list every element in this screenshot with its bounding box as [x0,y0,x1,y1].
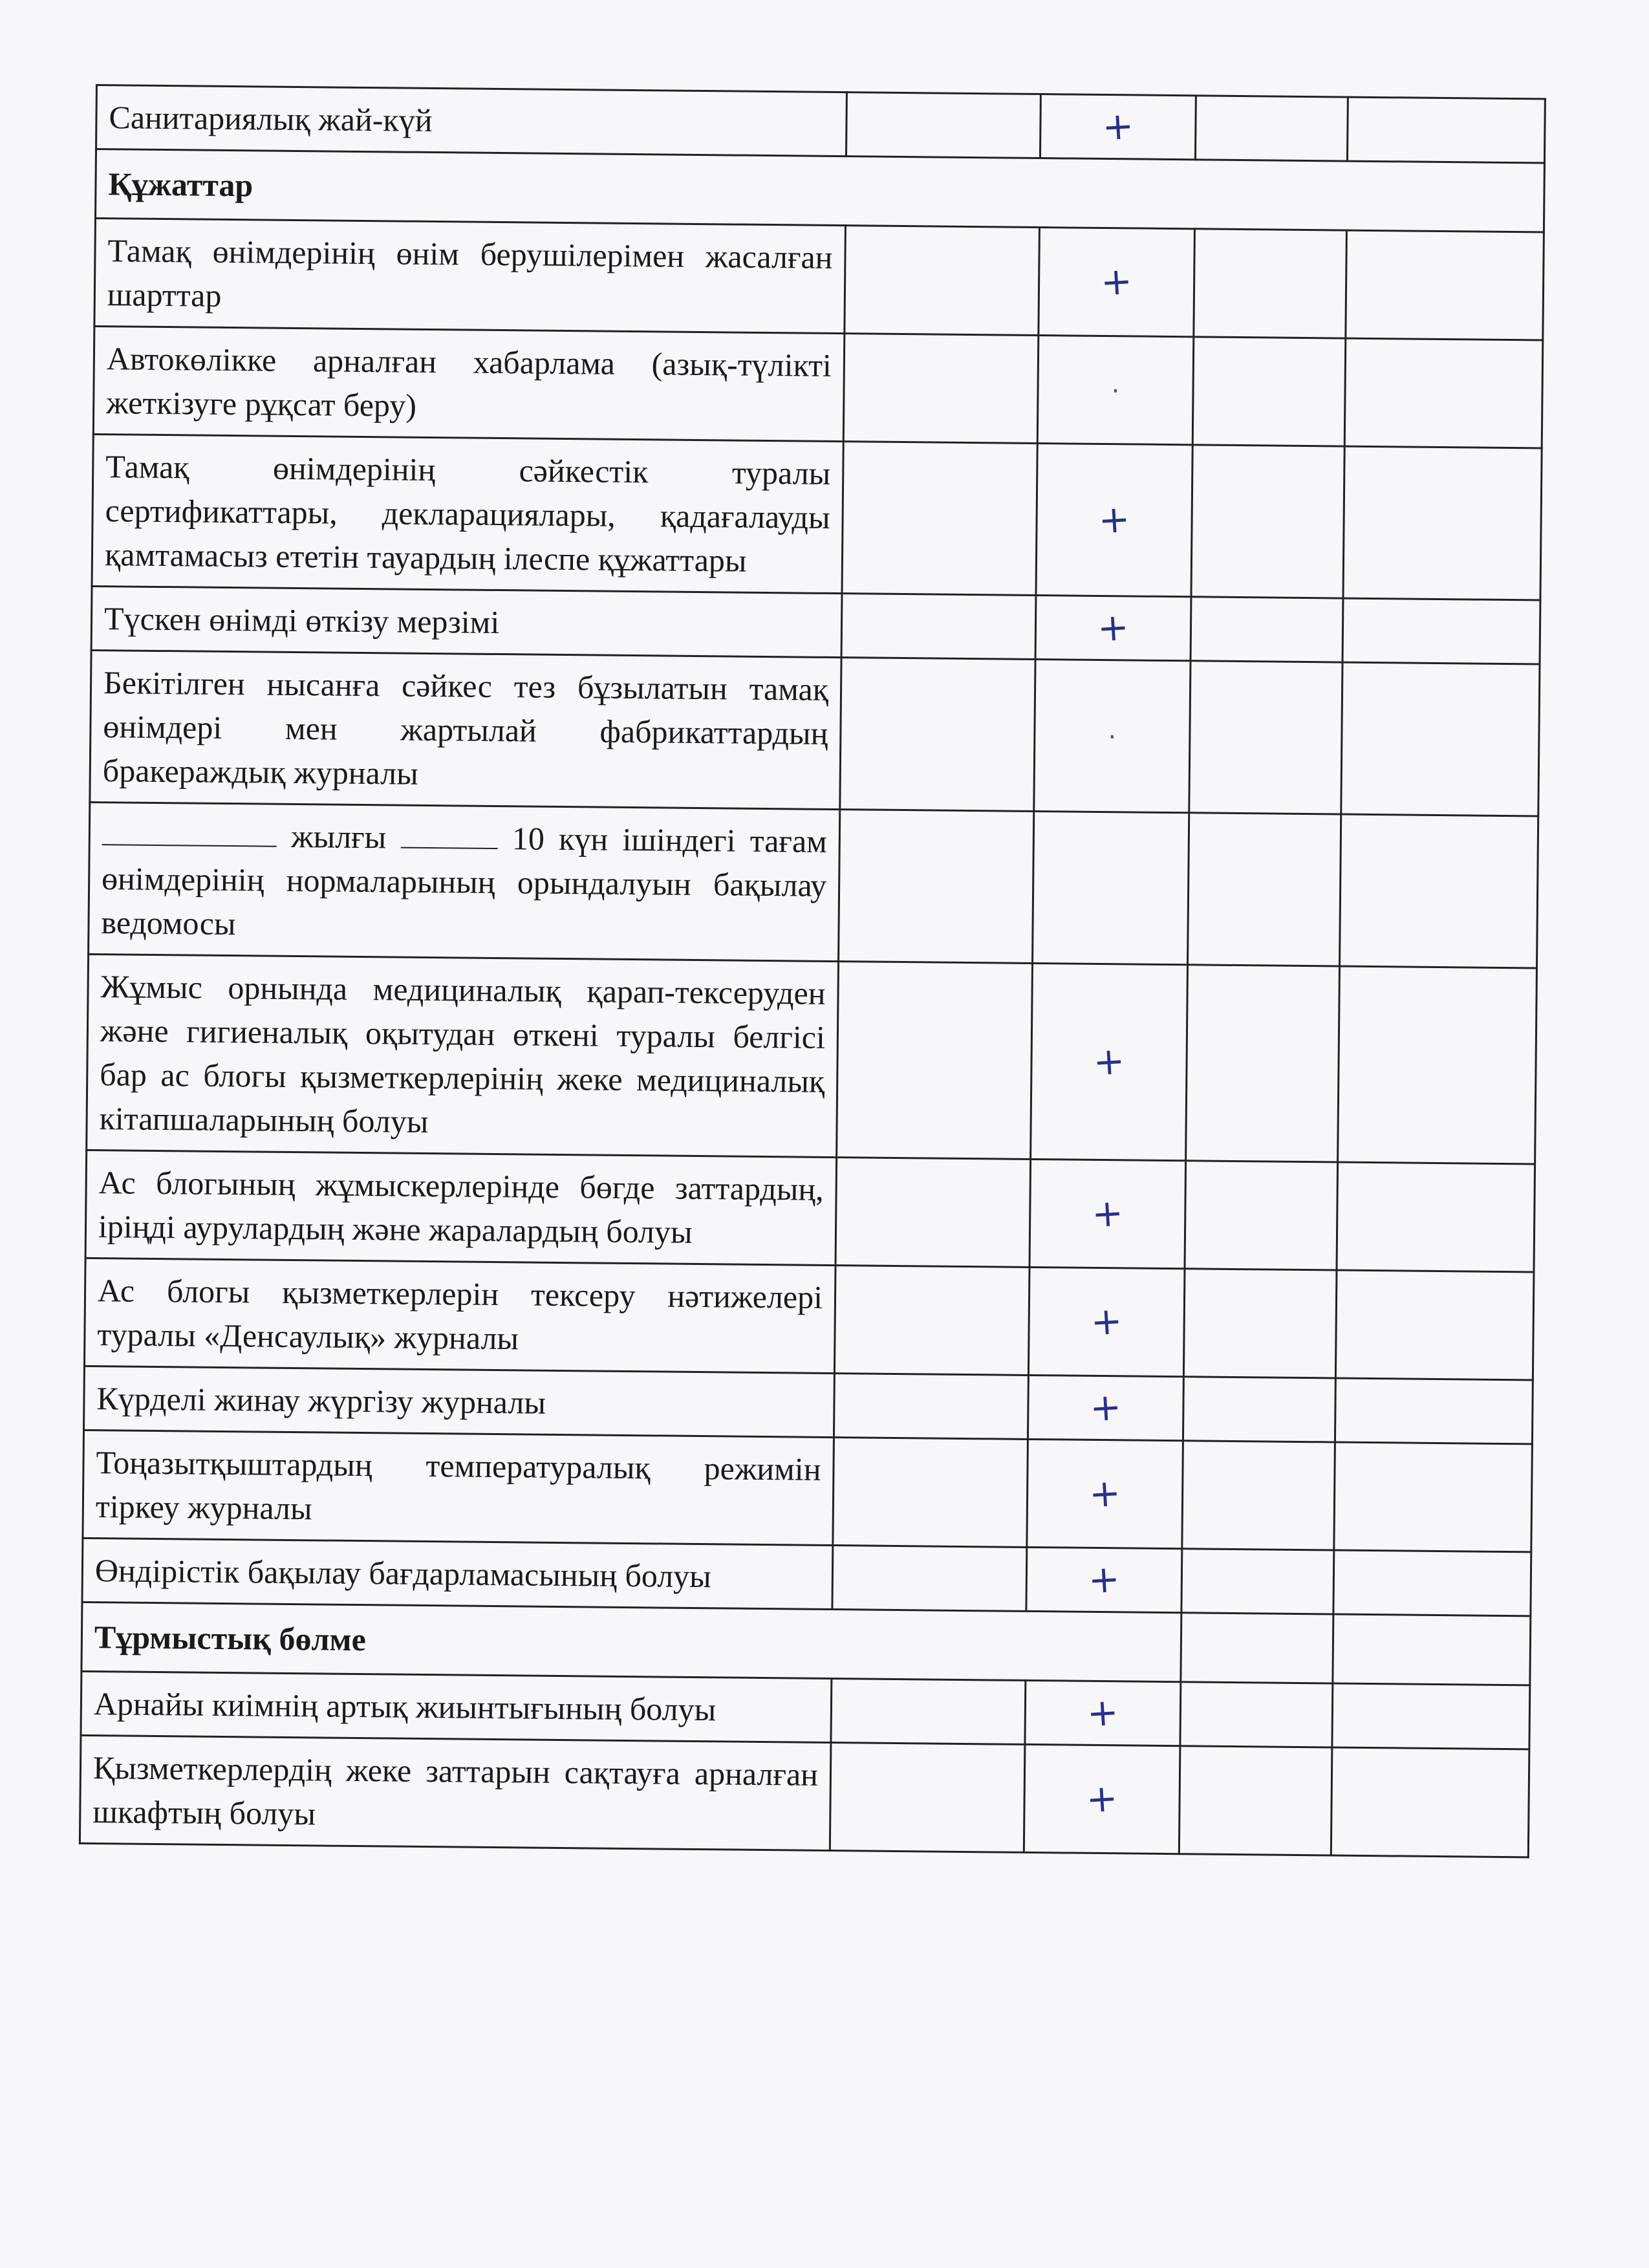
empty-cell [840,658,1035,812]
item-text: Жұмыс орнында медициналық қарап-тексеруден және гигиеналық оқытудан өткені туралы белгісі бар ас блогы қызметкерлерінің жеке медициналық кітапшаларының болуы [87,954,839,1157]
mark-cell [1029,1159,1186,1268]
item-text-continued: 10 күн ішіндегі тағам өнімдерінің нормаларының орындалуын бақылау ведомосы [101,820,828,942]
empty-cell [835,1158,1031,1268]
empty-cell [831,1679,1026,1745]
empty-cell [1180,1682,1333,1747]
checklist-row [89,802,1538,967]
empty-cell [1191,445,1344,598]
checklist-row [92,434,1542,599]
pen-dot-mark: · [1111,376,1120,407]
handwritten-plus-mark: + [1084,1775,1119,1821]
empty-cell [1333,1550,1531,1616]
empty-cell [843,334,1039,444]
pen-dot-mark: · [1108,722,1117,753]
item-text: Қызметкерлердің жеке заттарын сақтауға арналған шкафтың болуы [80,1735,831,1850]
empty-cell [830,1743,1025,1853]
handwritten-plus-mark: + [1086,1689,1120,1735]
empty-cell [1337,1162,1535,1272]
empty-cell [839,810,1034,964]
item-text: Күрделі жинау жүргізу журналы [84,1366,835,1437]
checklist-row [93,326,1542,448]
mark-cell [1026,1547,1182,1612]
empty-cell [1195,96,1348,161]
empty-cell [1333,1614,1531,1685]
handwritten-plus-mark: + [1088,1470,1122,1516]
year-blank-line [102,815,277,847]
item-text: Тамақ өнімдерінің сәйкестік туралы сертификаттары, декларациялары, қадағалауды қамтамасыз ететін тауардың ілеспе құжаттары [92,434,843,593]
handwritten-plus-mark: + [1101,103,1136,149]
empty-cell [833,1438,1028,1548]
empty-cell [1332,1683,1530,1749]
empty-cell [1185,1161,1338,1270]
empty-cell [1192,337,1346,446]
item-text-with-blanks [89,802,840,961]
item-text: Автокөлікке арналған хабарлама (азық-түлікті жеткізуге рұқсат беру) [93,326,845,441]
empty-cell [1194,229,1347,338]
empty-cell [1344,338,1543,448]
empty-cell [1341,662,1540,816]
inspection-checklist-table [79,84,1546,1858]
empty-cell [846,92,1040,158]
empty-cell [1339,814,1538,968]
handwritten-plus-mark: + [1090,1190,1125,1237]
section-title: Тұрмыстық бөлме [81,1602,1181,1681]
checklist-row [87,954,1537,1163]
item-text: Ас блогы қызметкерлерін тексеру нәтижелері туралы «Денсаулық» журналы [84,1258,835,1373]
handwritten-plus-mark: + [1097,496,1132,543]
empty-cell [845,226,1040,336]
empty-cell [1191,597,1343,662]
empty-cell [1343,446,1542,600]
empty-cell [1182,1441,1335,1550]
empty-cell [1186,965,1340,1162]
item-text: Тоңазытқыштардың температуралық режимін тіркеу журналы [83,1430,834,1545]
item-text: Ас блогының жұмыскерлерінде бөгде заттардың, іріңді аурулардың және жаралардың болуы [85,1150,837,1265]
section-row [81,1602,1531,1685]
checklist-row [85,1150,1535,1271]
section-title: Құжаттар [96,149,1545,232]
empty-cell [1347,97,1545,163]
item-text: Арнайы киімнің артық жиынтығының болуы [81,1671,832,1742]
section-row [96,149,1545,232]
checklist-row [83,1430,1532,1551]
checklist-row [90,650,1540,815]
empty-cell [1331,1747,1529,1857]
item-text: Бекітілген нысанға сәйкес тез бұзылатын тамақ өнімдері мен жартылай фабрикаттардың бракераждық журналы [90,650,841,809]
mark-cell [1033,811,1189,964]
handwritten-plus-mark: + [1092,1038,1126,1085]
empty-cell [1183,1377,1335,1442]
empty-cell [1334,1442,1533,1552]
mark-cell [1040,94,1196,160]
handwritten-plus-mark: + [1099,258,1134,305]
blank-label: жылғы [290,817,387,856]
mark-cell [1037,336,1194,445]
checklist-row [80,1735,1529,1857]
empty-cell [1346,230,1544,340]
empty-cell [1189,661,1342,814]
empty-cell [1179,1746,1332,1855]
mark-cell [1024,1744,1180,1853]
empty-cell [1335,1378,1533,1444]
mark-cell [1028,1375,1183,1440]
empty-cell [1188,813,1341,966]
mark-cell [1027,1439,1183,1548]
handwritten-plus-mark: + [1087,1556,1121,1602]
handwritten-plus-mark: + [1089,1298,1124,1344]
empty-cell [1342,598,1540,664]
empty-cell [1181,1549,1334,1614]
item-text: Тамақ өнімдерінің өнім берушілерімен жасалған шарттар [94,219,846,334]
empty-cell [834,1266,1029,1376]
mark-cell [1039,228,1195,337]
item-text: Санитариялық жай-күй [96,85,847,157]
item-text: Түскен өнімді өткізу мерзімі [91,586,842,657]
mark-cell [1036,444,1192,597]
mark-cell [1025,1680,1181,1745]
empty-cell [1181,1613,1333,1683]
mark-cell [1034,659,1191,812]
item-text: Өндірістік бақылау бағдарламасының болуы [82,1538,833,1609]
empty-cell [1183,1269,1337,1378]
mark-cell [1035,595,1191,660]
checklist-row [94,219,1544,340]
empty-cell [842,442,1037,596]
empty-cell [832,1546,1027,1612]
empty-cell [841,594,1036,660]
empty-cell [1335,1270,1534,1380]
empty-cell [1338,966,1537,1164]
checklist-row [84,1258,1534,1379]
handwritten-plus-mark: + [1088,1384,1123,1430]
empty-cell [834,1374,1028,1440]
mark-cell [1031,963,1188,1160]
handwritten-plus-mark: + [1096,604,1130,651]
mark-cell [1028,1267,1185,1376]
empty-cell [837,962,1033,1160]
date-blank-line [400,819,497,849]
